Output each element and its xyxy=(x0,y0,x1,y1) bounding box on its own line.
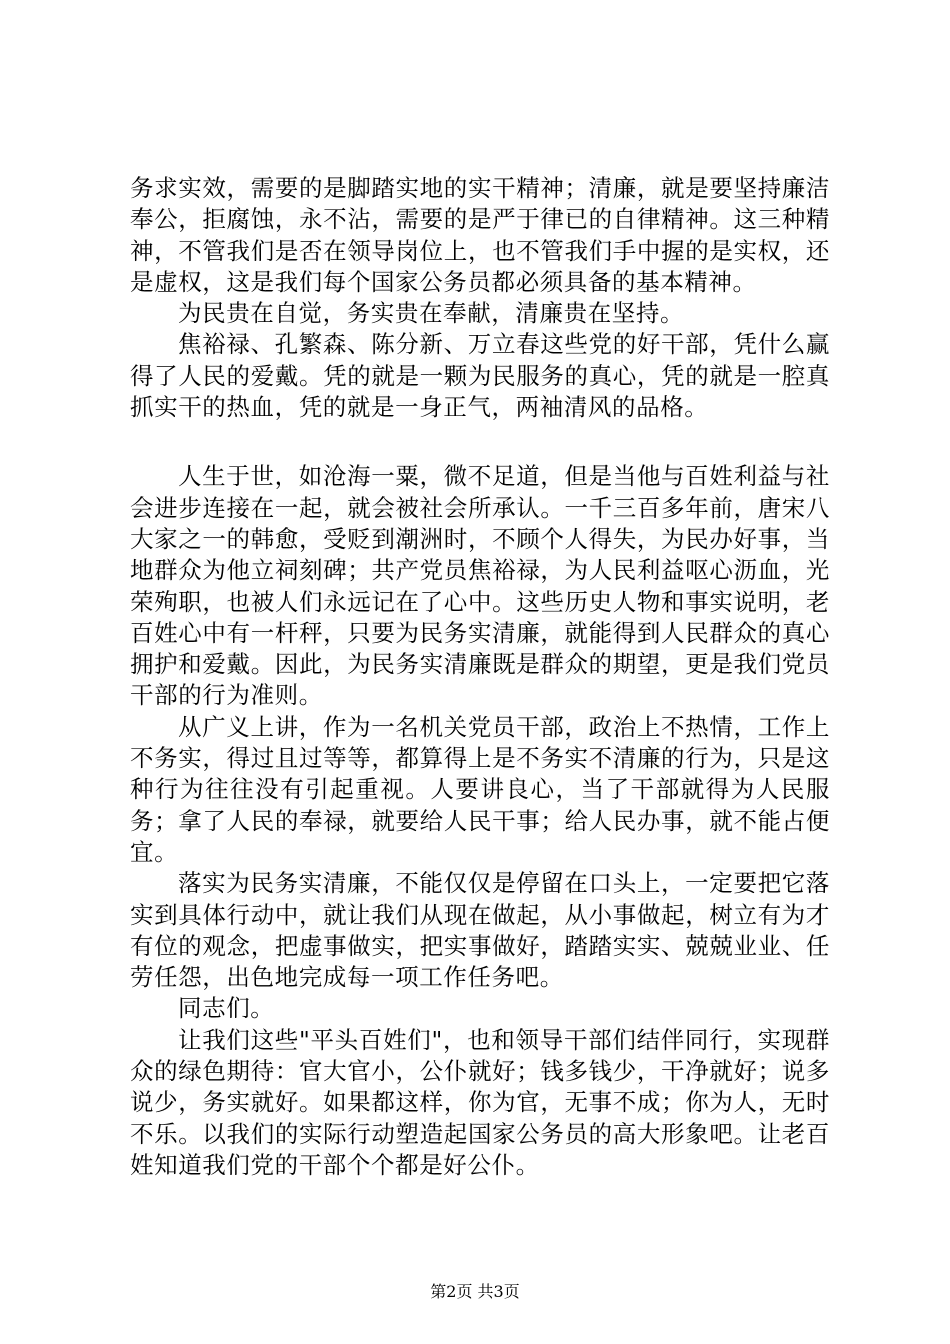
document-body xyxy=(130,173,830,1181)
paragraph-7: 同志们。 xyxy=(178,994,275,1023)
paragraph-4: 人生于世，如沧海一粟，微不足道，但是当他与百姓利益与社会进步连接在一起，就会被社会所承认。一千三百多年前，唐宋八大家之一的韩愈，受贬到潮洲时，不顾个人得失，为民办好事，当地群众为他立祠刻碑；共产党员焦裕禄，为人民利益呕心沥血，光荣殉职，也被人们永远记在了心中。这些历史人物和事实说明，老百姓心中有一杆秤，只要为民务实清廉，就能得到人民群众的真心拥护和爱戴。因此，为民务实清廉既是群众的期望，更是我们党员干部的行为准则。 xyxy=(130,462,830,710)
paragraph-5: 从广义上讲，作为一名机关党员干部，政治上不热情，工作上不务实，得过且过等等，都算得上是不务实不清廉的行为，只是这种行为往往没有引起重视。人要讲良心，当了干部就得为人民服务；拿了人民的奉禄，就要给人民干事；给人民办事，就不能占便宜。 xyxy=(130,712,830,866)
paragraph-2: 为民贵在自觉，务实贵在奉献，清廉贵在坚持。 xyxy=(178,299,685,328)
paragraph-gap xyxy=(130,423,830,461)
paragraph-1: 务求实效，需要的是脚踏实地的实干精神；清廉，就是要坚持廉洁奉公，拒腐蚀，永不沾，需要的是严于律已的自律精神。这三种精神，不管我们是否在领导岗位上，也不管我们手中握的是实权，还是虚权，这是我们每个国家公务员都必须具备的基本精神。 xyxy=(130,174,830,296)
paragraph-8: 让我们这些"平头百姓们"，也和领导干部们结伴同行，实现群众的绿色期待：官大官小，公仆就好；钱多钱少，干净就好；说多说少，务实就好。如果都这样，你为官，无事不成；你为人，无时不乐。以我们的实际行动塑造起国家公务员的高大形象吧。让老百姓知道我们党的干部个个都是好公仆。 xyxy=(130,1025,830,1179)
paragraph-3: 焦裕禄、孔繁森、陈分新、万立春这些党的好干部，凭什么赢得了人民的爱戴。凭的就是一颗为民服务的真心，凭的就是一腔真抓实干的热血，凭的就是一身正气，两袖清风的品格。 xyxy=(130,330,830,422)
page-indicator: 第2页 共3页 xyxy=(430,1282,520,1301)
paragraph-6: 落实为民务实清廉，不能仅仅是停留在口头上，一定要把它落实到具体行动中，就让我们从现在做起，从小事做起，树立有为才有位的观念，把虚事做实，把实事做好，踏踏实实、兢兢业业、任劳任怨，出色地完成每一项工作任务吧。 xyxy=(130,869,830,992)
